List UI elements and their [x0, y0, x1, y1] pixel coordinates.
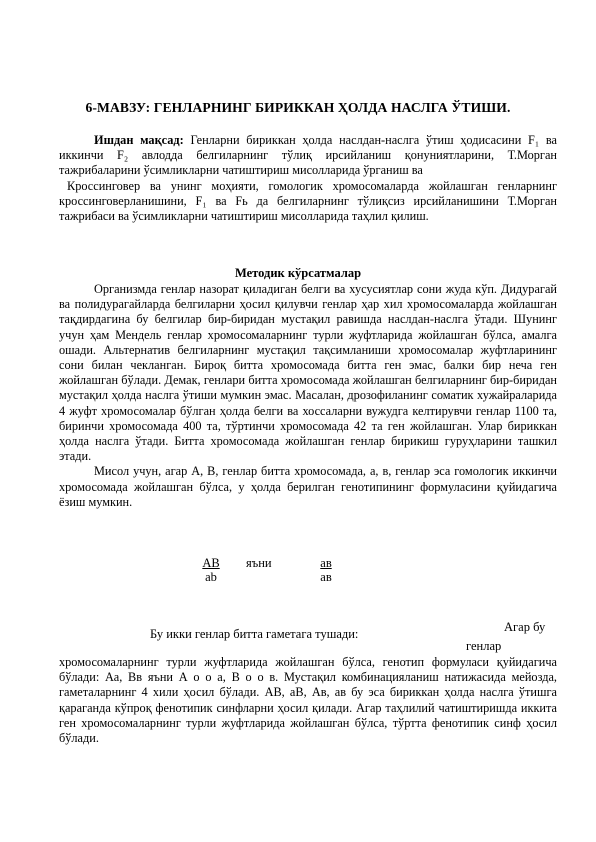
purpose-paragraph-2: Кроссинговер ва унинг моҳияти, гомологик хромосомаларда жойлашган генларнинг кроссинговерланишини, F₁ ва Fь да белгиларнинг тўлиқсиз ирсийланишини Т.Морган тажрибаси ва ўсимликларни чатиштириш мисолларида таҳлил қилиш.	[59, 178, 557, 224]
gamete-line-right-2: генлар	[466, 639, 502, 653]
formula-right-denominator: ав	[320, 570, 332, 584]
purpose-block	[59, 133, 557, 224]
paragraph-2: Мисол учун, агар А, В, генлар битта хромосомада, а, в, генлар эса гомологик иккинчи хромосомада жойлашган бўлса, у ҳолда берилган генотипининг формуласини қуйидагича ёзиш мумкин.	[59, 464, 557, 509]
formula-left-numerator: АВ	[202, 556, 220, 570]
paragraph-1: Организмда генлар назорат қиладиган белги ва хусусиятлар сони жуда кўп. Дидурагай ва полидурагайларда белгиларни ҳосил қилувчи генлар ҳар хил хромосомаларда жойлашган тақдирдагина бу белгилар бир-биридан мустақил равишда наслдан-наслга ўтади. Шунинг учун ҳам Мендель генлар хромосомаларнинг турли жуфтларида жойлашган бўлса, амалга ошади. Альтернатив белгиларнинг мустақил тақсимланиши хромосомалар жуфтларининг сони билан чекланган. Бироқ битта хромосомада битта ген эмас, балки бир неча ген жойлашган бўлади. Демак, генлари битта хромосомада жойлашган белгиларнинг бир-биридан мустақил ҳолда наслга ўтиши мумкин эмас. Масалан, дрозофиланинг соматик хужайраларида 4 жуфт хромосомалар бўлган ҳолда белги ва хоссаларни вужудга келтирувчи генлар 1100 та, биринчи хромосомада 400 та, тўртинчи хромосомада 42 та ген жойлашган. Улар бириккан ҳолда наслга ўтади. Битта хромосомада жойлашган генлар бирикиш гуруҳларини ташкил этади.	[59, 282, 557, 464]
formula-left-denominator: ab	[205, 570, 217, 584]
section-heading: Методик кўрсатмалар	[234, 266, 362, 280]
page-title: 6-МАВЗУ: ГЕНЛАРНИНГ БИРИККАН ҲОЛДА НАСЛГА ЎТИШИ.	[85, 100, 511, 115]
formula-right	[312, 556, 340, 584]
purpose-text: Генларни бириккан ҳолда наслдан-наслга ўтиш ҳодисасини F₁ ва иккинчи F₂ авлодда белгиларнинг тўлиқ ирсийланиш қонуниятларини, Т.Морган тажрибаларини ўсимликларни чатиштириш мисолларида ўрганиш ва	[59, 133, 557, 178]
body-block	[59, 282, 557, 510]
formula-word: яъни	[246, 556, 272, 570]
final-block	[59, 655, 557, 746]
formula-left	[197, 556, 225, 584]
gamete-line: Бу икки генлар битта гаметага тушади:	[150, 627, 359, 641]
purpose-paragraph	[59, 133, 557, 179]
paragraph-3: хромосомаларнинг турли жуфтларида жойлашган бўлса, генотип формуласи қуйидагича бўлади: Аа, Вв яъни А о о а, В о о в. Мустақил комбинацияланиш натижасида мейозда, гаметаларнинг 4 хили ҳосил бўлади. АВ, аВ, Ав, ав бу эса бириккан ҳолда наслга ўтишга қараганда кўпроқ фенотипик синфларни ҳосил қилади. Агар таҳлилий чатиштиришда иккита ген хромосомаларнинг турли жуфтларида жойлашган бўлса, тўртта фенотипик синф ҳосил бўлади.	[59, 655, 557, 746]
purpose-label: Ишдан мақсад:	[94, 133, 184, 147]
gamete-line-right: Агар бу	[504, 620, 546, 634]
formula-right-numerator: ав	[320, 556, 332, 570]
